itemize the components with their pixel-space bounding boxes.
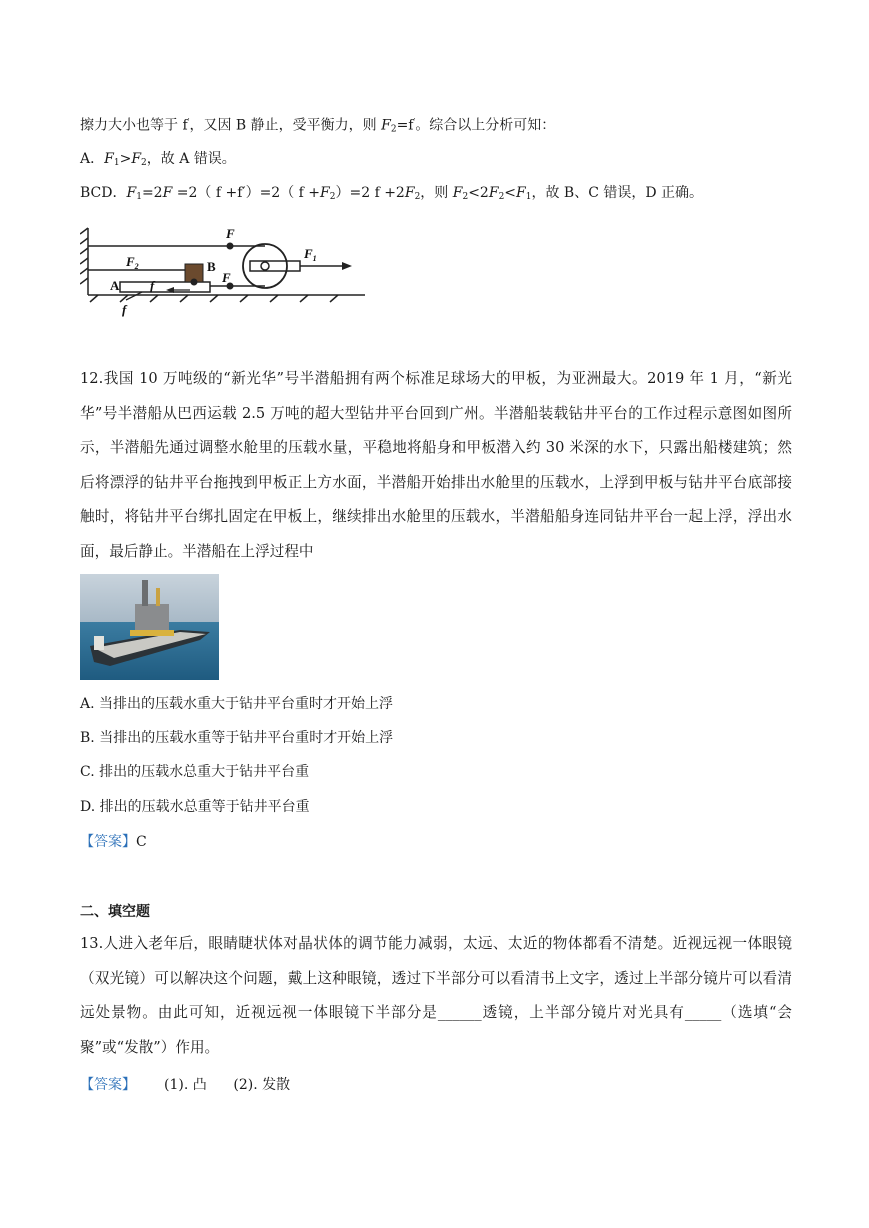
- option-b: B. 当排出的压载水重等于钻井平台重时才开始上浮: [80, 730, 394, 746]
- option-a: A. 当排出的压载水重大于钻井平台重时才开始上浮: [80, 696, 394, 712]
- label-F-bottom: F: [222, 270, 231, 285]
- contact-dot: [191, 279, 198, 286]
- drill-platform: [135, 604, 169, 632]
- answer-12: [80, 832, 147, 852]
- bridge: [94, 636, 104, 650]
- option-d: D. 排出的压载水总重等于钻井平台重: [80, 799, 310, 815]
- answer-13: [80, 1075, 290, 1095]
- section-title: 二、填空题: [80, 904, 150, 920]
- answer-label: 【答案】: [80, 834, 136, 850]
- ship-photo: [80, 574, 219, 680]
- text: <2: [468, 185, 489, 201]
- text: ）=2 f +2: [335, 185, 405, 201]
- pulley-axle: [250, 261, 300, 271]
- text: BCD．: [80, 185, 127, 201]
- question-13-stem: 13.人进入老年后，眼睛睫状体对晶状体的调节能力减弱，太远、太近的物体都看不清楚。近视远视一体眼镜（双光镜）可以解决这个问题，戴上这种眼镜，透过下半部分可以看清书上文字，透过上半部分镜片可以看清远处景物。由此可知，近视远视一体眼镜下半部分是______透镜，上半部分镜片对光具有_____（选填“会聚”或“发散”）作用。: [80, 935, 792, 1056]
- label-f-prime: f: [150, 278, 155, 293]
- wall: [80, 228, 88, 295]
- answer-value: (1). 凸 (2). 发散: [164, 1077, 291, 1093]
- label-F1: $F_1$: [304, 246, 317, 263]
- label-F2: $F_2$: [126, 254, 139, 271]
- question-12-stem: 12.我国 10 万吨级的“新光华”号半潜船拥有两个标准足球场大的甲板，为亚洲最大。2019 年 1 月，“新光华”号半潜船从巴西运载 2.5 万吨的超大型钻井平台回到广州。半潜船装载钻井平台的工作过程示意图如图所示，半潜船先通过调整水舱里的压载水量，平稳地将船身和甲板潜入约 30 米深的水下，只露出船楼建筑；然后将漂浮的钻井平台拖拽到甲板正上方水面，半潜船开始排出水舱里的压载水，上浮到甲板与钻井平台底部接触时，将钻井平台绑扎固定在甲板上，继续排出水舱里的压载水，半潜船船身连同钻井平台一起上浮，浮出水面，最后静止。半潜船在上浮过程中: [80, 370, 792, 560]
- label-f: f: [122, 302, 127, 317]
- label-A: A: [110, 278, 120, 293]
- derrick: [142, 580, 148, 606]
- text: <: [504, 185, 517, 201]
- pulley-diagram: [80, 220, 370, 320]
- crane: [156, 588, 160, 606]
- text: A．: [80, 151, 105, 167]
- answer-label: 【答案】: [80, 1077, 136, 1093]
- platform-legs: [130, 630, 174, 636]
- contact-dot: [227, 243, 234, 250]
- text: ）=2（ f +: [245, 185, 321, 201]
- text: ，又因 B 静止，受平衡力，则: [189, 117, 382, 134]
- arrowhead: [342, 262, 352, 270]
- analysis-line-1: 擦力大小也等于 f′，又因 B 静止，受平衡力，则 $F_2=f'$。综合以上分析可知：: [80, 117, 556, 135]
- force-f-arrow: [126, 292, 142, 300]
- text: 擦力大小也等于 f: [80, 117, 188, 134]
- answer-value: C: [136, 834, 147, 850]
- text: =f: [396, 117, 414, 134]
- label-F-top: F: [226, 226, 235, 241]
- text: ，则: [420, 185, 453, 201]
- analysis-line-3: BCD．$F_1=2F =2$（ f +f′）=2（ $f +F_2)=2$ $f +2F_2$，则 $F_2<2F_2<F_1$，故 B、C 错误，D 正确。: [80, 185, 704, 202]
- text: 。综合以上分析可知：: [415, 117, 556, 134]
- pulley-center: [261, 262, 269, 270]
- label-B: B: [207, 259, 216, 274]
- text: ，故 B、C 错误，D 正确。: [531, 185, 704, 201]
- text: =2（ f +f: [172, 185, 243, 201]
- text: =2: [141, 185, 163, 201]
- analysis-line-2: A．$F_1>F_2$，故 A 错误。: [80, 151, 236, 168]
- text: ，故 A 错误。: [146, 151, 236, 167]
- option-c: C. 排出的压载水总重大于钻井平台重: [80, 764, 310, 780]
